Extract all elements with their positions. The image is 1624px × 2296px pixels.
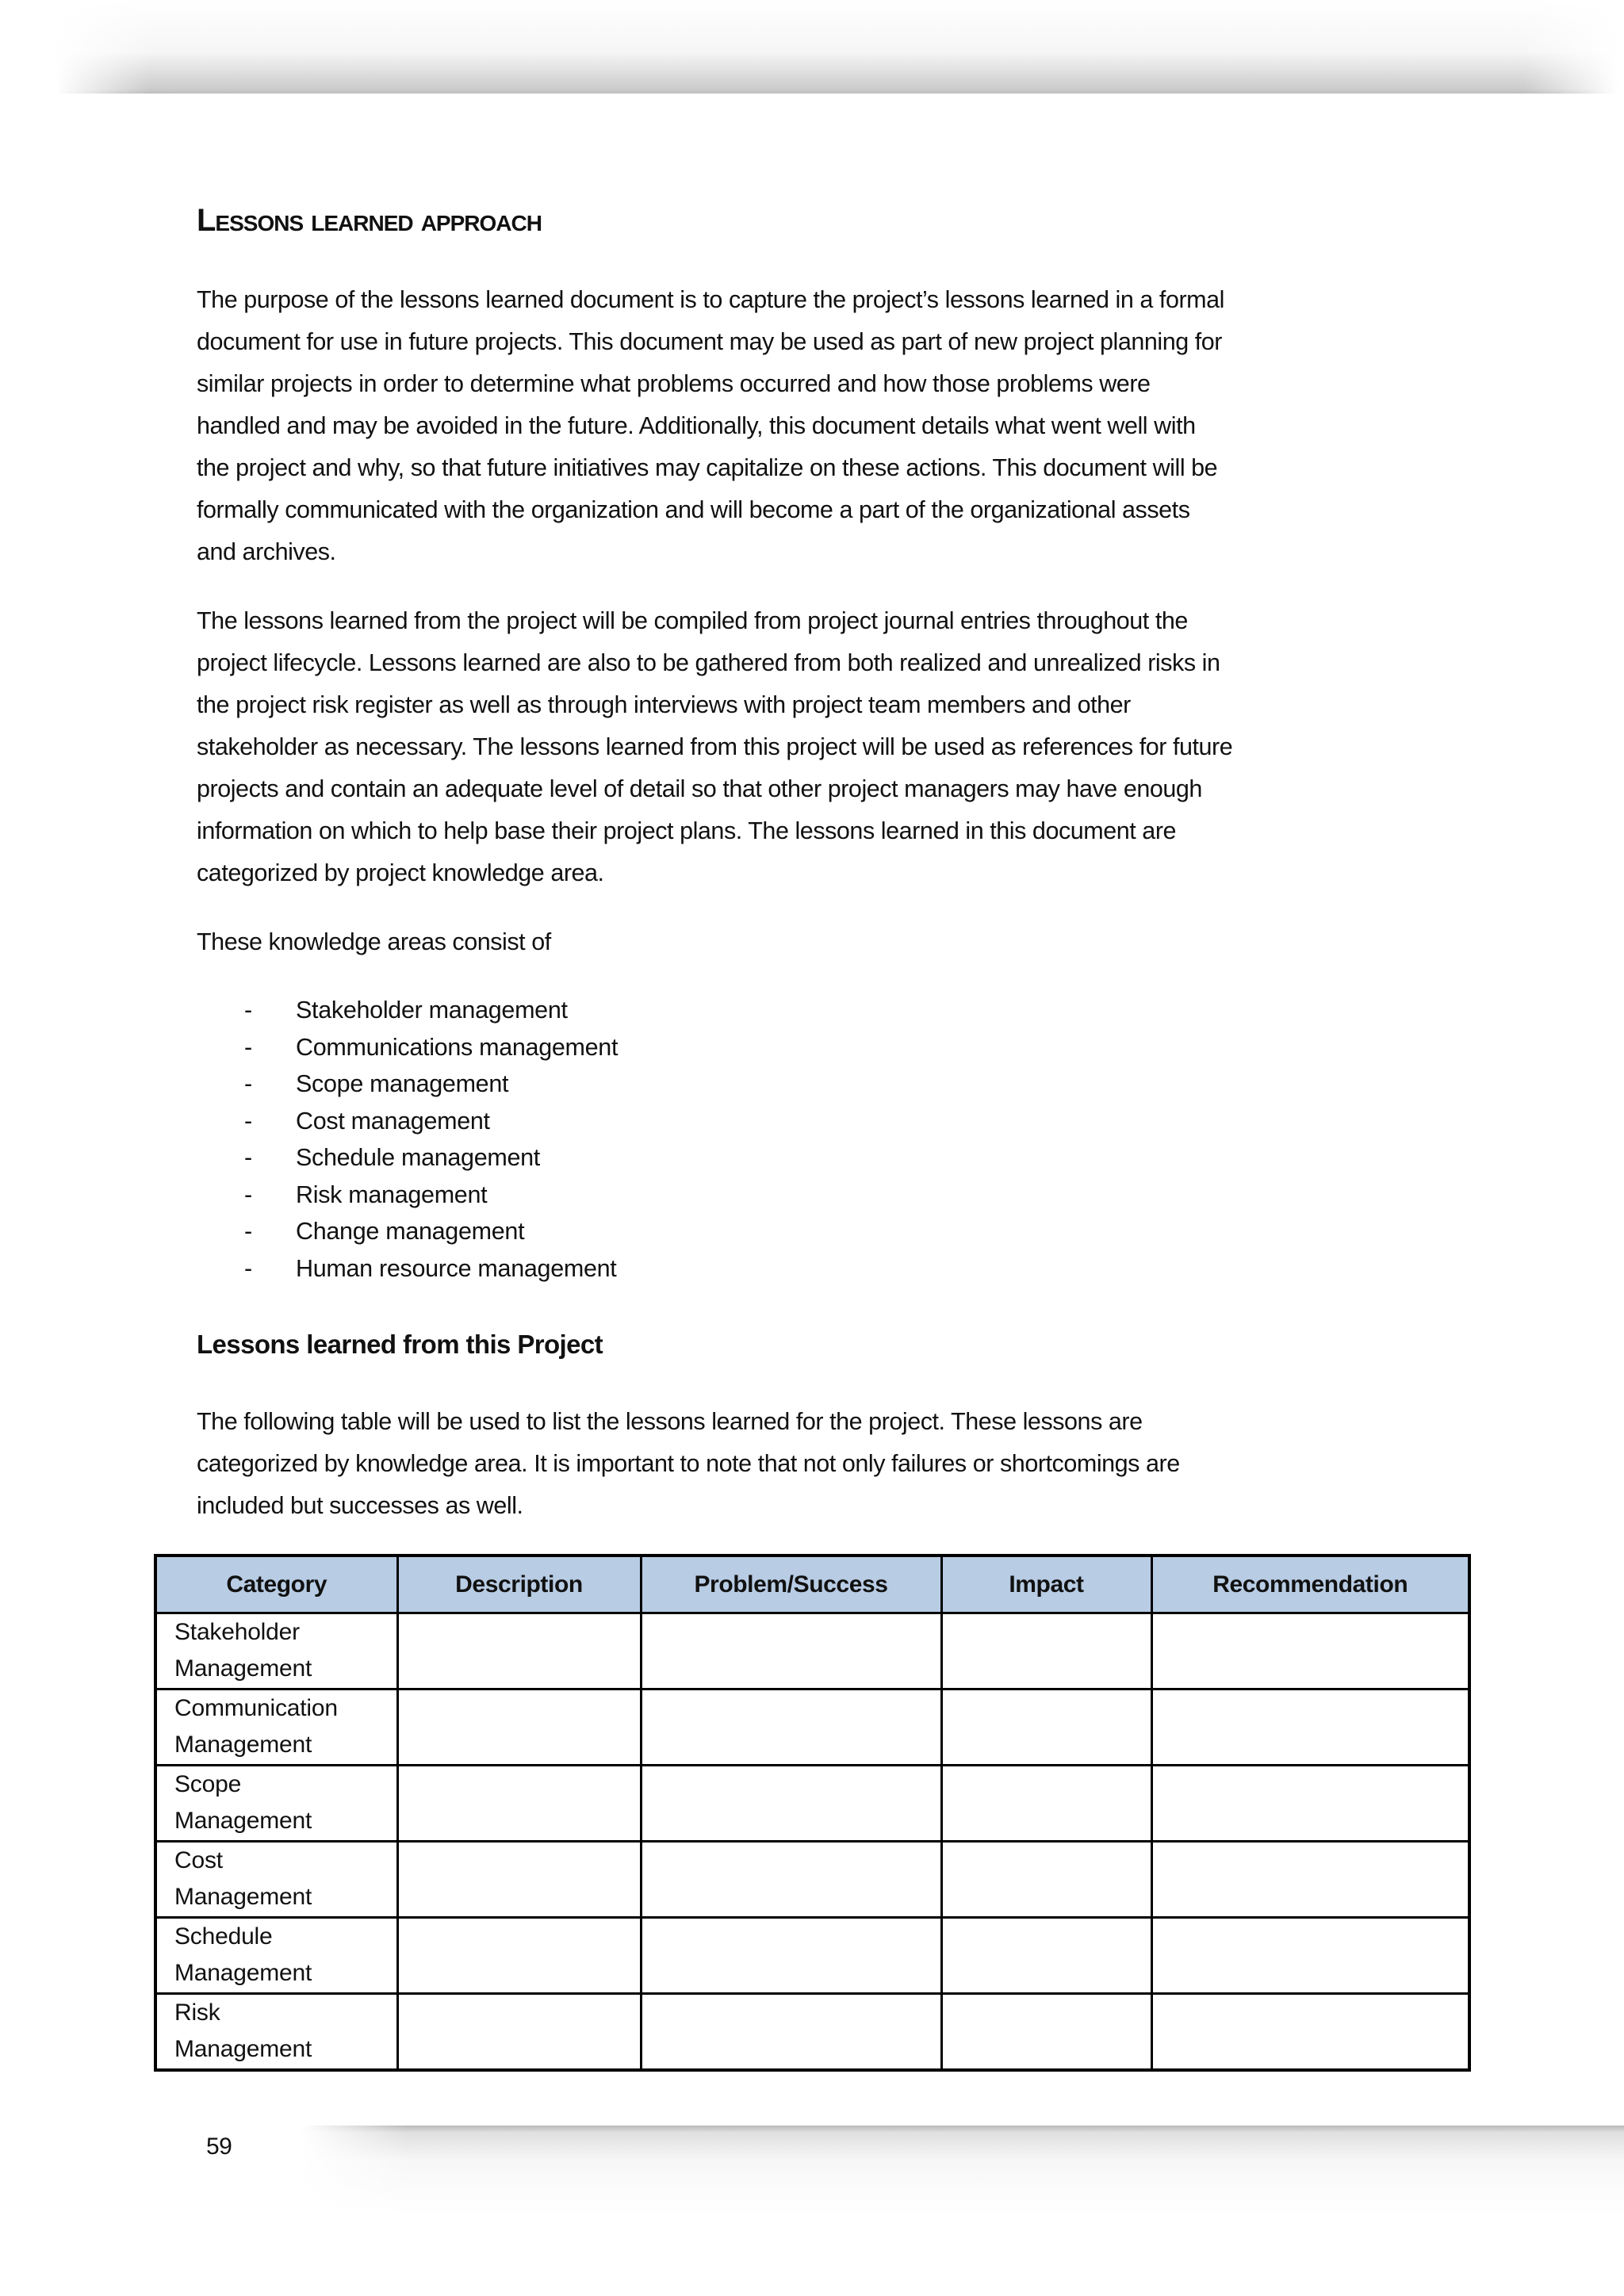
description-cell[interactable] (397, 1918, 641, 1994)
table-header-row (155, 1556, 1469, 1613)
description-cell[interactable] (397, 1842, 641, 1918)
dash-bullet-icon: - (244, 1070, 252, 1097)
paragraph-line: the project risk register as well as through interviews with project team members and other (197, 691, 1131, 718)
recommendation-cell[interactable] (1151, 1918, 1469, 1994)
list-item-label: Scope management (296, 1070, 509, 1097)
list-item (0, 1066, 793, 1103)
purpose-paragraph (197, 279, 1224, 573)
category-line: Management (174, 1884, 312, 1910)
category-line: Management (174, 2036, 312, 2062)
column-header-recommendation: Recommendation (1151, 1556, 1469, 1613)
list-item-label: Risk management (296, 1181, 488, 1208)
category-line: Stakeholder (174, 1619, 300, 1645)
paragraph-line: projects and contain an adequate level of detail so that other project managers may have enough (197, 775, 1202, 802)
category-cell (155, 1842, 397, 1918)
paragraph-line: and archives. (197, 538, 336, 565)
page-bottom-shadow (301, 2126, 1624, 2213)
paragraph-line: handled and may be avoided in the future. Additionally, this document details what went well with (197, 412, 1196, 439)
recommendation-cell[interactable] (1151, 1766, 1469, 1842)
impact-cell[interactable] (941, 1766, 1151, 1842)
table-row (155, 1918, 1469, 1994)
problem-success-cell[interactable] (641, 1766, 941, 1842)
page-number: 59 (206, 2133, 232, 2160)
recommendation-cell[interactable] (1151, 1994, 1469, 2071)
compilation-paragraph (197, 600, 1232, 894)
paragraph-line: information on which to help base their project plans. The lessons learned in this document are (197, 817, 1177, 844)
description-cell[interactable] (397, 1613, 641, 1689)
paragraph-line: categorized by knowledge area. It is important to note that not only failures or shortcomings are (197, 1450, 1180, 1477)
paragraph-line: the project and why, so that future initiatives may capitalize on these actions. This document will be (197, 454, 1218, 481)
dash-bullet-icon: - (244, 1181, 252, 1208)
table-row (155, 1766, 1469, 1842)
table-intro-paragraph (197, 1401, 1180, 1527)
list-item-label: Communications management (296, 1033, 619, 1061)
impact-cell[interactable] (941, 1918, 1151, 1994)
list-item-label: Stakeholder management (296, 997, 568, 1024)
impact-cell[interactable] (941, 1842, 1151, 1918)
list-item (0, 1177, 793, 1214)
list-item-label: Change management (296, 1218, 525, 1245)
lessons-subheading: Lessons learned from this Project (197, 1330, 603, 1359)
category-line: Management (174, 1808, 312, 1834)
list-item (0, 1139, 793, 1177)
category-cell (155, 1689, 397, 1766)
list-item (0, 1029, 793, 1066)
category-cell (155, 1994, 397, 2071)
recommendation-cell[interactable] (1151, 1689, 1469, 1766)
category-cell (155, 1613, 397, 1689)
list-item (0, 1250, 793, 1288)
column-header-problem-success: Problem/Success (641, 1556, 941, 1613)
page-top-shadow (56, 0, 1618, 94)
paragraph-line: included but successes as well. (197, 1492, 523, 1519)
dash-bullet-icon: - (244, 1254, 252, 1282)
dash-bullet-icon: - (244, 1033, 252, 1061)
impact-cell[interactable] (941, 1994, 1151, 2071)
impact-cell[interactable] (941, 1613, 1151, 1689)
column-header-impact: Impact (941, 1556, 1151, 1613)
problem-success-cell[interactable] (641, 1689, 941, 1766)
paragraph-line: The lessons learned from the project will be compiled from project journal entries throughout the (197, 607, 1188, 634)
category-cell (155, 1766, 397, 1842)
list-item-label: Schedule management (296, 1144, 540, 1171)
category-line: Management (174, 1960, 312, 1986)
problem-success-cell[interactable] (641, 1613, 941, 1689)
list-item-label: Human resource management (296, 1254, 617, 1282)
paragraph-line: document for use in future projects. This document may be used as part of new project planning for (197, 328, 1222, 355)
paragraph-line: categorized by project knowledge area. (197, 859, 604, 886)
category-line: Cost (174, 1847, 223, 1873)
table-row (155, 1689, 1469, 1766)
dash-bullet-icon: - (244, 1218, 252, 1245)
page-top-edge (95, 89, 1602, 94)
column-header-description: Description (397, 1556, 641, 1613)
dash-bullet-icon: - (244, 997, 252, 1024)
category-line: Communication (174, 1695, 338, 1721)
description-cell[interactable] (397, 1689, 641, 1766)
knowledge-areas-intro: These knowledge areas consist of (197, 928, 551, 955)
section-heading: Lessons learned approach (197, 203, 542, 238)
category-cell (155, 1918, 397, 1994)
problem-success-cell[interactable] (641, 1842, 941, 1918)
problem-success-cell[interactable] (641, 1918, 941, 1994)
paragraph-line: The purpose of the lessons learned document is to capture the project’s lessons learned in a formal (197, 286, 1224, 313)
paragraph-line: similar projects in order to determine what problems occurred and how those problems were (197, 370, 1151, 397)
table-row (155, 1842, 1469, 1918)
category-line: Management (174, 1655, 312, 1682)
description-cell[interactable] (397, 1766, 641, 1842)
recommendation-cell[interactable] (1151, 1613, 1469, 1689)
paragraph-line: stakeholder as necessary. The lessons learned from this project will be used as references for future (197, 733, 1233, 760)
list-item (0, 1103, 793, 1140)
category-line: Management (174, 1732, 312, 1758)
category-line: Schedule (174, 1923, 273, 1950)
recommendation-cell[interactable] (1151, 1842, 1469, 1918)
category-line: Scope (174, 1771, 242, 1797)
category-line: Risk (174, 1999, 220, 2026)
paragraph-line: The following table will be used to list the lessons learned for the project. These lessons are (197, 1408, 1143, 1435)
description-cell[interactable] (397, 1994, 641, 2071)
lessons-learned-table (154, 1554, 1471, 2072)
paragraph-line: project lifecycle. Lessons learned are also to be gathered from both realized and unrealized risks in (197, 649, 1220, 676)
table-row (155, 1994, 1469, 2071)
dash-bullet-icon: - (244, 1107, 252, 1135)
problem-success-cell[interactable] (641, 1994, 941, 2071)
table-row (155, 1613, 1469, 1689)
list-item (0, 992, 793, 1029)
list-item (0, 1213, 793, 1250)
paragraph-line: formally communicated with the organization and will become a part of the organizational assets (197, 496, 1190, 523)
impact-cell[interactable] (941, 1689, 1151, 1766)
knowledge-areas-list (0, 992, 793, 1287)
list-item-label: Cost management (296, 1107, 490, 1135)
dash-bullet-icon: - (244, 1144, 252, 1171)
column-header-category: Category (155, 1556, 397, 1613)
